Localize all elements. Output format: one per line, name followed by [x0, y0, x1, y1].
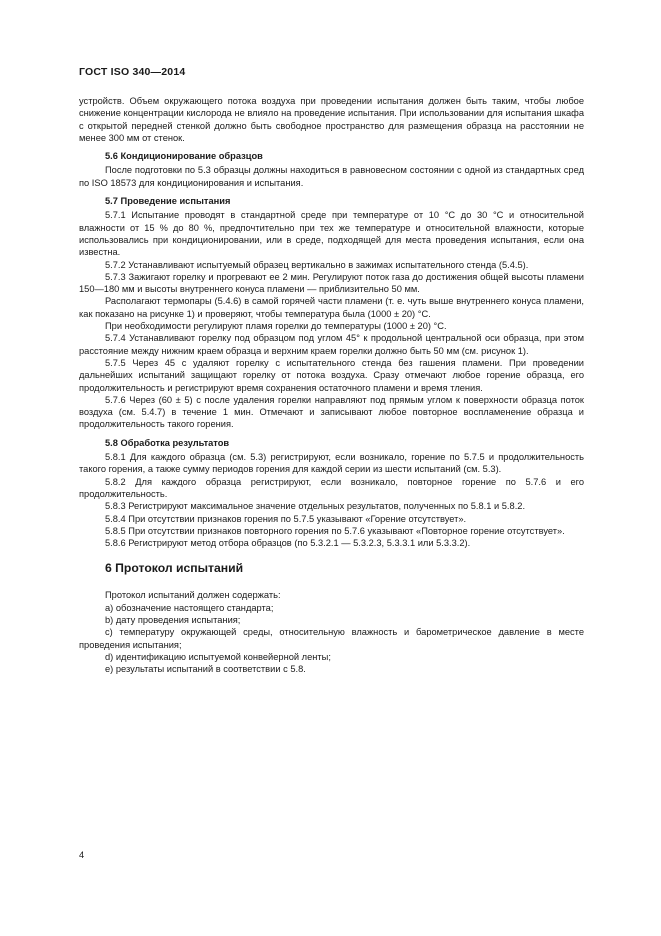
section-heading-6: 6 Протокол испытаний [105, 561, 244, 576]
list-item: а) обозначение настоящего стандарта; [105, 602, 274, 613]
section-heading-5-6: 5.6 Кондиционирование образцов [105, 151, 263, 162]
paragraph-5-7-3: 5.7.3 Зажигают горелку и прогревают ее 2 мин. Регулируют поток газа до достижения общей высоты пламени 150—180 мм и высоты внутреннего конуса пламени — приблизительно 50 мм. [79, 271, 584, 295]
paragraph-5-7-3-thermocouples: Располагают термопары (5.4.6) в самой горячей части пламени (т. е. чуть выше внутреннего конуса пламени, как показано на рисунке 1) и проверяют, чтобы температура была (1000 ± 20) °С. [79, 296, 584, 319]
paragraph-5-8-3: 5.8.3 Регистрируют максимальное значение отдельных результатов, полученных по 5.8.1 и 5.8.2. [105, 501, 526, 512]
paragraph-5-7-4: 5.7.4 Устанавливают горелку под образцом под углом 45° к продольной центральной оси образца, при этом расстояние между нижним краем образца и верхним краем горелки должно быть 50 мм (см. рисунок 1). [79, 333, 584, 356]
document-body [79, 95, 584, 675]
list-item: d) идентификацию испытуемой конвейерной ленты; [105, 651, 331, 662]
paragraph-6-intro: Протокол испытаний должен содержать: [105, 590, 281, 601]
paragraph-5-8-6: 5.8.6 Регистрируют метод отбора образцов (по 5.3.2.1 — 5.3.2.3, 5.3.3.1 или 5.3.3.2). [105, 538, 471, 549]
section-heading-5-7: 5.7 Проведение испытания [105, 196, 231, 207]
paragraph-5-7-2: 5.7.2 Устанавливают испытуемый образец вертикально в зажимах испытательного стенда (5.4.5). [105, 259, 529, 270]
paragraph-5-7-5: 5.7.5 Через 45 с удаляют горелку с испытательного стенда без гашения пламени. При проведении дальнейших испытаний защищают горелку от потока воздуха. Сразу отмечают любое горение образца, его продолжительность и регистрируют время сохранения остаточного пламени и время тления. [79, 357, 584, 393]
paragraph-5-7-1: 5.7.1 Испытание проводят в стандартной среде при температуре от 10 °С до 30 °С и относительной влажности от 15 % до 80 %, предпочтительно при тех же температуре и относительной влажности, которые использовались при кондиционировании, или в среде, подходящей для места проведения испытания, если она известна. [79, 210, 584, 258]
document-header: ГОСТ ISO 340—2014 [79, 66, 186, 78]
list-item: с) температуру окружающей среды, относительную влажность и барометрическое давление в месте проведения испытания; [79, 627, 584, 650]
list-item: b) дату проведения испытания; [105, 614, 241, 625]
paragraph-5-7-3-adjust: При необходимости регулируют пламя горелки до температуры (1000 ± 20) °С. [105, 321, 447, 332]
paragraph-5-7-6: 5.7.6 Через (60 ± 5) с после удаления горелки направляют под прямым углом к поверхности образца поток воздуха (см. 5.4.7) в течение 1 мин. Отмечают и записывают любое повторное воспламенение образца и продолжительность такого горения. [79, 394, 584, 430]
list-item: е) результаты испытаний в соответствии с 5.8. [105, 664, 306, 675]
paragraph-continuation: устройств. Объем окружающего потока воздуха при проведении испытания должен быть таким, чтобы любое снижение концентрации кислорода не влияло на проведение испытания. При использовании для испытания шкафа с открытой передней стенкой должно быть свободное пространство для размещения образца на расстоянии не менее 300 мм от стенок. [79, 96, 584, 143]
paragraph-5-8-5: 5.8.5 При отсутствии признаков повторного горения по 5.7.6 указывают «Повторное горение отсутствует». [105, 525, 565, 536]
section-heading-5-8: 5.8 Обработка результатов [105, 437, 230, 448]
paragraph-5-8-4: 5.8.4 При отсутствии признаков горения по 5.7.5 указывают «Горение отсутствует». [105, 513, 467, 524]
paragraph-5-8-2: 5.8.2 Для каждого образца регистрируют, если возникало, повторное горение по 5.7.6 и его продолжительность. [79, 476, 584, 499]
paragraph-5-6: После подготовки по 5.3 образцы должны находиться в равновесном состоянии с одной из стандартных сред по ISO 18573 для кондиционирования и испытания. [79, 165, 584, 188]
paragraph-5-8-1: 5.8.1 Для каждого образца (см. 5.3) регистрируют, если возникало, горение по 5.7.5 и продолжительность такого горения, а также сумму периодов горения для каждой серии из шести испытаний (см. 5.3). [79, 452, 584, 475]
page-number: 4 [79, 850, 85, 860]
